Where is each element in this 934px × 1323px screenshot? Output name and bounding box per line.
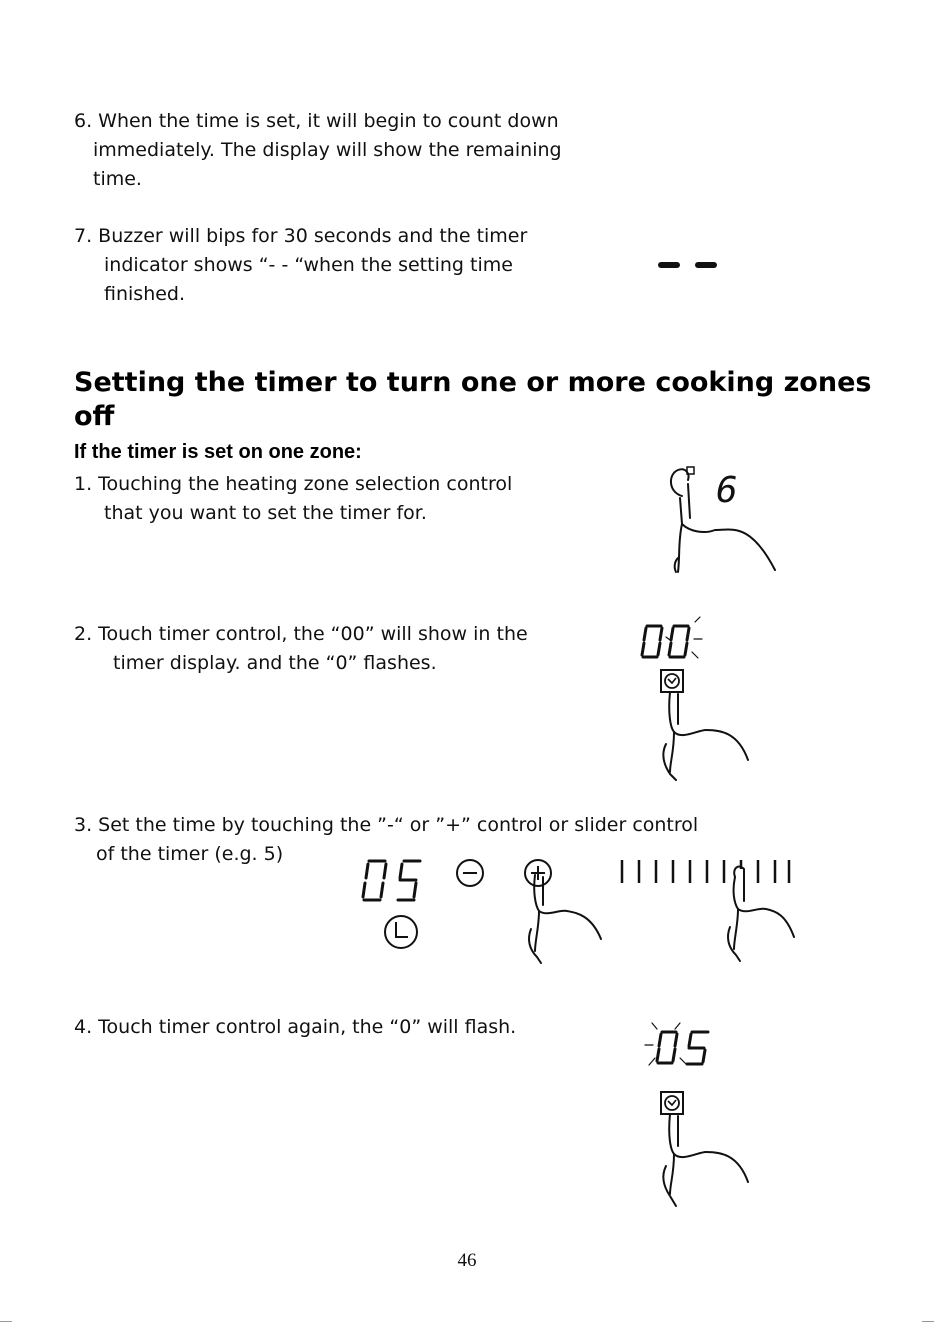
timer-control-illustration-step4 — [640, 1018, 770, 1213]
step-6-line-2: immediately. The display will show the remaining — [93, 139, 562, 161]
step-6 — [74, 107, 562, 194]
corner-mark-right — [922, 1321, 934, 1322]
step-2 — [74, 620, 528, 678]
step-4-line-1: 4. Touch timer control again, the “0” will flash. — [74, 1016, 517, 1038]
seven-seg-display — [645, 1023, 708, 1065]
finger-touch-icon — [663, 1114, 748, 1206]
step-7-line-1: 7. Buzzer will bips for 30 seconds and the timer — [74, 225, 528, 247]
plus-circle-icon — [525, 860, 551, 886]
seven-seg-display — [642, 617, 702, 658]
timer-clock-icon — [661, 1092, 683, 1114]
step-3-line-1: 3. Set the time by touching the ”-“ or ”+” control or slider control — [74, 814, 699, 836]
step-1 — [74, 470, 512, 528]
step-6-line-1: 6. When the time is set, it will begin to count down — [74, 110, 559, 132]
step-6-line-3: time. — [93, 168, 142, 190]
step-7 — [74, 222, 527, 309]
section-subheading: If the timer is set on one zone: — [74, 441, 362, 463]
corner-mark-left — [0, 1321, 12, 1322]
step-3-line-2: of the timer (e.g. 5) — [96, 843, 284, 865]
slider-icon — [622, 860, 789, 883]
page-number: 46 — [457, 1250, 477, 1271]
step-4 — [74, 1013, 516, 1042]
finger-touch-icon — [663, 692, 748, 780]
step-1-line-2: that you want to set the timer for. — [104, 502, 427, 524]
plus-control-illustration — [515, 855, 615, 965]
zone-select-illustration — [660, 462, 790, 577]
section-heading: Setting the timer to turn one or more cooking zones off — [74, 367, 872, 432]
timer-control-illustration-step2 — [640, 612, 770, 782]
step-7-line-3: finished. — [104, 283, 186, 305]
minus-circle-icon — [454, 857, 486, 889]
timer-clock-icon — [661, 670, 683, 692]
step-2-line-1: 2. Touch timer control, the “00” will show in the — [74, 623, 528, 645]
step-1-line-1: 1. Touching the heating zone selection control — [74, 473, 513, 495]
slider-illustration — [612, 855, 812, 965]
timer-display-step3 — [360, 855, 440, 955]
zone-digit: 6 — [716, 470, 738, 511]
clock-icon — [385, 916, 417, 948]
finger-touch-icon — [728, 867, 794, 961]
step-2-line-2: timer display. and the “0” flashes. — [113, 652, 437, 674]
finger-touch-icon — [529, 875, 601, 963]
step-7-line-2: indicator shows “- - “when the setting time — [104, 254, 513, 276]
